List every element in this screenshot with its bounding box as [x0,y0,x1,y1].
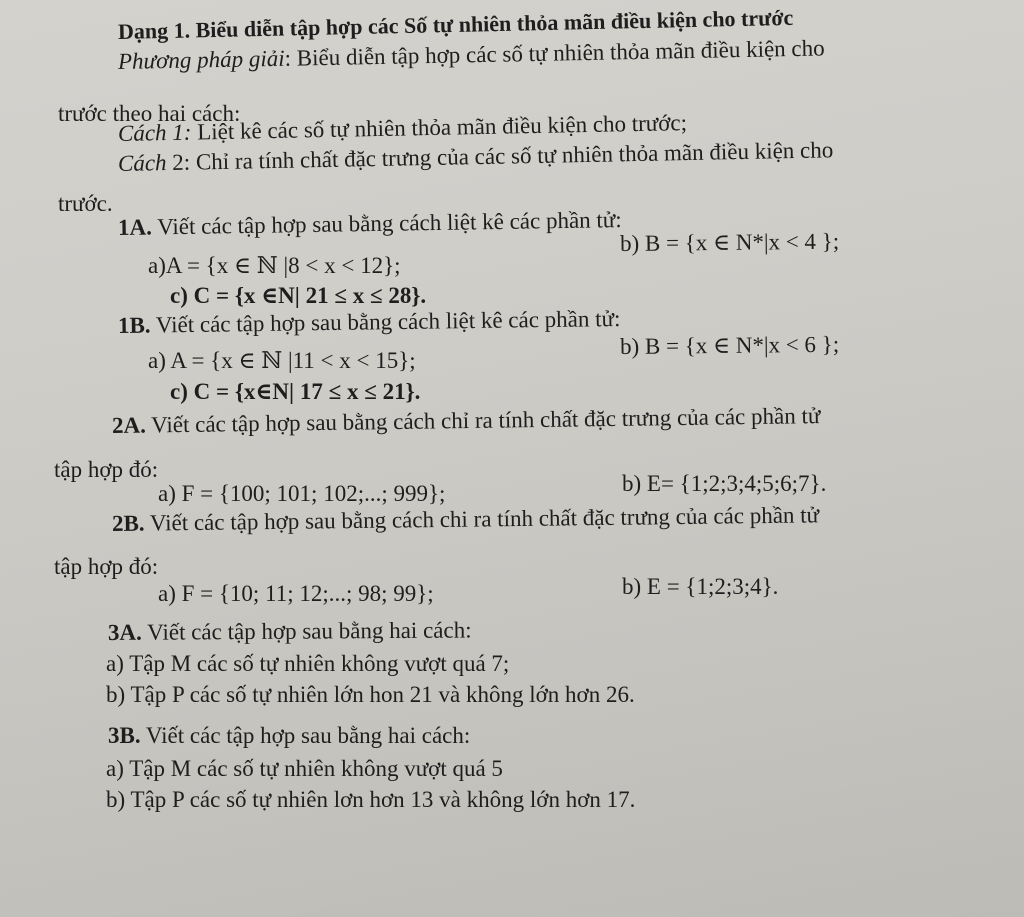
ex2b-item-a: a) F = {10; 11; 12;...; 98; 99}; [158,581,434,606]
ex2a-text-2: tập hợp đó: [54,457,159,482]
way2-label: Cách [117,150,167,176]
ex1a-label: 1A. [117,214,153,240]
ex3a-item-a: a) Tập M các số tự nhiên không vượt quá 7; [106,651,510,676]
way1-text: Liệt kê các số tự nhiên thỏa mãn điều kiện cho trước; [191,110,688,145]
ex1a-item-a: a)A = {x ∈ ℕ |8 < x < 12}; [148,253,401,278]
method-label: Phương pháp giải [117,45,285,74]
ex2b-label: 2B. [111,510,145,536]
ex2b-text-1: Viết các tập hợp sau bằng cách chi ra tính chất đặc trưng của các phần tử [144,502,820,536]
method-text-1: : Biểu diễn tập hợp các số tự nhiên thỏa mãn điều kiện cho [284,35,825,71]
way2-text-1: 2: Chỉ ra tính chất đặc trưng của các số tự nhiên thỏa mãn điều kiện cho [166,137,834,176]
ex2b-item-b: b) E = {1;2;3;4}. [622,574,779,599]
ex1a-text: Viết các tập hợp sau bằng cách liệt kê các phần tử: [151,207,622,240]
ex3b-item-b: b) Tập P các số tự nhiên lơn hơn 13 và không lớn hơn 17. [106,787,636,812]
way1-label: Cách 1: [117,119,192,146]
ex2a-label: 2A. [111,412,147,438]
ex1b-item-b: b) B = {x ∈ N*|x < 6 }; [619,331,840,359]
ex1b-text: Viết các tập hợp sau bằng cách liệt kê các phần tử: [150,305,621,338]
ex2b-text-2: tập hợp đó: [54,554,159,579]
ex3b-heading [108,722,470,750]
ex2a-item-a: a) F = {100; 101; 102;...; 999}; [158,481,446,506]
ex1a-item-b: b) B = {x ∈ N*|x < 4 }; [619,228,840,256]
ex1b-item-c: c) C = {x∈N| 17 ≤ x ≤ 21}. [170,379,421,404]
ex1b-label: 1B. [117,312,151,338]
ex2b-text-line-2 [54,553,158,581]
way2-line-2 [58,190,113,218]
ex1a-heading [118,206,622,242]
ex3a-label: 3A. [107,619,142,645]
ex1b-heading [118,305,621,340]
ex3a-text: Viết các tập hợp sau bằng hai cách: [141,617,472,645]
ex2a-text-line-2 [54,456,158,484]
ex1b-item-a: a) A = {x ∈ ℕ |11 < x < 15}; [148,348,416,373]
ex2a-item-b: b) E= {1;2;3;4;5;6;7}. [622,471,827,496]
ex3b-label: 3B. [108,723,141,748]
method-text-2: trước theo hai cách: [58,101,241,126]
ex3a-item-b: b) Tập P các số tự nhiên lớn hon 21 và không lớn hơn 26. [106,682,635,707]
ex2a-heading [112,402,821,440]
ex3a-heading [108,616,472,647]
section-title-text: Biểu diễn tập hợp các Số tự nhiên thỏa mãn điều kiện cho trước [195,4,794,43]
way2-text-2: trước. [58,191,113,216]
ex3b-item-a: a) Tập M các số tự nhiên không vượt quá 5 [106,756,503,781]
ex3b-text: Viết các tập hợp sau bằng hai cách: [140,723,471,748]
section-title-label: Dạng 1. [117,17,191,44]
ex1a-item-c: c) C = {x ∈N| 21 ≤ x ≤ 28}. [170,283,427,308]
ex2a-text-1: Viết các tập hợp sau bằng cách chỉ ra tính chất đặc trưng của các phần tử [145,403,821,438]
